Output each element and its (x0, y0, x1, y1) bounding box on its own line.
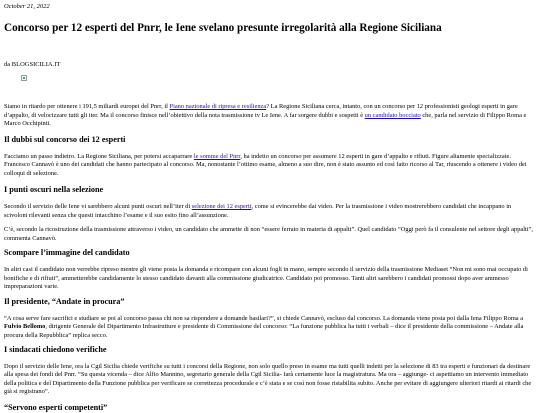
bold-name: Fulvio Bellomo (4, 323, 46, 331)
paragraph-punti: Secondo il servizio delle Iene vi sarebbero alcuni punti oscuri nell’iter di selezione dei 12 esperti, come si evincerebbe dai video. Per la trasmissione i video mostrerebbero candidati che incappano in scivoloni rilevanti senza che questi intacchino l’esame e il suo esito fino all’assunzione. (4, 203, 512, 219)
heading-dubbi: Il dubbi sul concorso dei 12 esperti (4, 134, 126, 144)
paragraph-sindacati: Dopo il servizio delle Iene, ora la Cgil Sicilia chiede verifiche su tutti i concorsi della Regione, non solo quello preso in esame ma tutti quelli indetti per la selezione di 83 tra esperti e funzionari da destinare alla spesa dei fondi del Pnrr. “Su questa vicenda – dice Alfio Mannino, segretario generale della Cgil Sicilia- farà certamente luce la magistratura. Ma ora – aggiunge- ci aspettiamo un intervento immediato della politica e del Dipartimento della Funzione pubblica per verificare se correttezza procedurale e c’è stata e se così non fosse ristabilita subito. Anche per evitare di aggiungere ulteriori ritardi ai ritardi che già si registrano”. (4, 362, 532, 396)
heading-servono: “Servono esperti competenti” (4, 402, 108, 412)
link-candidato-bocciato[interactable]: un candidato bocciato (364, 111, 421, 119)
link-pnrr[interactable]: Piano nazionale di ripresa e resilienza (169, 103, 267, 111)
article (0, 3, 540, 413)
article-source: da BLOGSICILIA.IT (4, 61, 61, 69)
paragraph-candidato: C’è, secondo la ricostruzione della trasmissione attraverso i video, un candidato che ammette di non “essere ferrato in materia di appalti”. Quel candidato “Oggi però fa il consulente nel settore degli appalti”, commenta Cannavò. (4, 226, 533, 242)
paragraph-presidente: “A cosa serve fare sacrifici e studiare se poi al concorso passa chi non sa rispondere a domande basilari?”, si chiede Cannavò, escluso dal concorso. La domanda viene posta poi dalla Iena Filippo Roma a Fulvio Bellomo, dirigente Generale del Dipartimento Infrastrutture e presidente di Commissione del concorso: “La funzione pubblica ha tutti i verbali – dice il presidente della commissione – Andate alla procura della Repubblica” replica secco. (4, 314, 524, 339)
link-selezione-esperti[interactable]: selezione dei 12 esperti (191, 203, 252, 211)
broken-image-icon (21, 75, 27, 81)
heading-punti: I punti oscuri nella selezione (4, 185, 104, 195)
paragraph-dubbi: Facciamo un passo indietro. La Regione Siciliana, per potersi accaparrare le somme del Pnrr, ha indetto un concorso per assumere 12 esperti in gare d’appalto e rifiuti. Figure altamente specializzate. Francesco Cannavò è uno dei candidati che hanno partecipato al concorso. Ma, nonostante l’ottimo esame, almeno a suo dire, non è stato assunto ed così fatto ricorso al Tar, riuscendo a ottenere i video dei colloqui di selezione. (4, 152, 527, 177)
paragraph-intro: Siamo in ritardo per ottenere i 191,5 miliardi europei del Pnrr, il Piano nazionale di ripresa e resilienza? La Regione Siciliana cerca, intanto, con un concorso per 12 professionisti geologi esperti in gare d’appalto, di velocizzare tutti gli iter. Ma il concorso finisce nell’obiettivo della nota trasmissione tv Le Iene. A far sorgere dubbi e sospetti è un candidato bocciato che, parla nel servizio di Filippo Roma e Marco Occhipinti. (4, 103, 527, 128)
article-date: October 21, 2022 (4, 3, 50, 10)
heading-scompare: Scompare l’immagine del candidato (4, 248, 130, 258)
article-title: Concorso per 12 esperti del Pnrr, le Iene svelano presunte irregolarità alla Regione Siciliana (4, 22, 442, 34)
heading-sindacati: I sindacati chiedono verifiche (4, 345, 107, 355)
paragraph-scompare: In altri casi il candidato non verrebbe ripreso mentre gli viene posta la domanda e ricompare con alcuni fogli in mano, sempre secondo il servizio della trasmissione Mediaset “Non mi sono mai occupato di bonifiche e di rifiuti”, ammetterebbe candidamente lo stesso candidato davanti alla commissione giudicatrice. Candidato poi promosso. Tanti altri sarebbero i candidati promossi dopo aver ammesso impreparazioni varie. (4, 266, 528, 291)
link-somme-pnrr[interactable]: le somme del Pnrr (193, 152, 241, 160)
heading-presidente: Il presidente, “Andate in procura” (4, 296, 125, 306)
